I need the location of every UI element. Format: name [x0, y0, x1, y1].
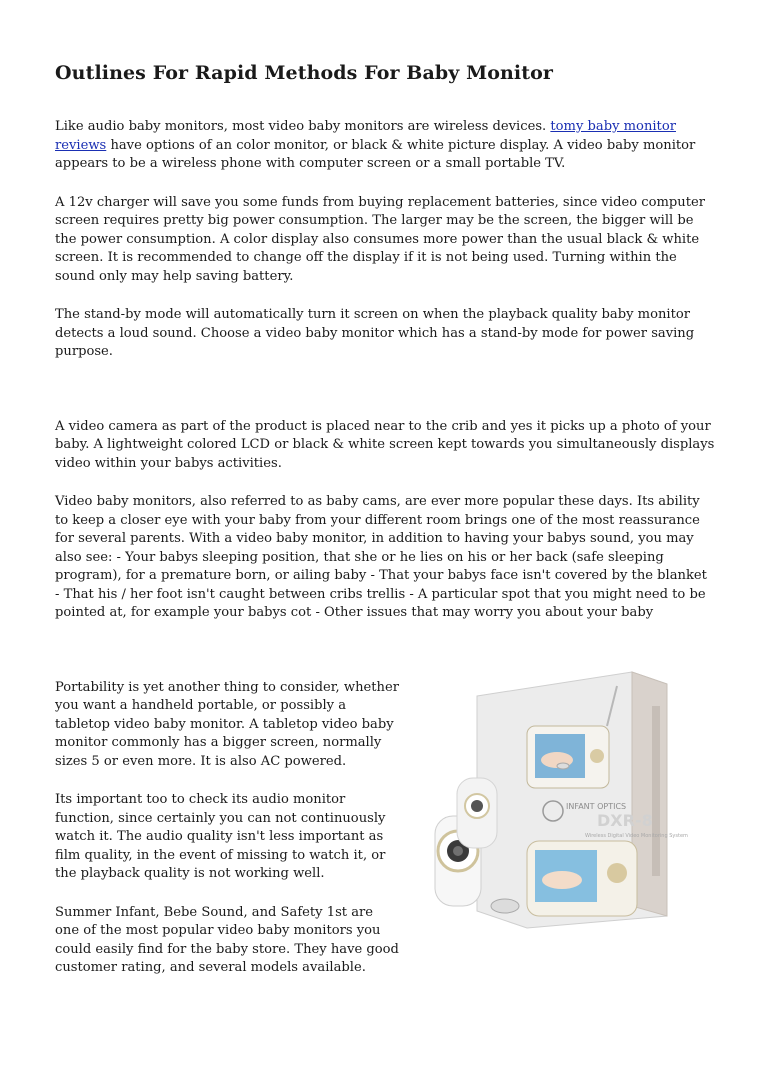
- paragraph-3: The stand-by mode will automatically turn it screen on when the playback quality baby monitor detects a loud sound. Choose a video baby monitor which has a stand-by mode for power saving purpose.: [55, 307, 695, 359]
- paragraph-6: Portability is yet another thing to consider, whether you want a handheld portable, or possibly a tabletop video baby monitor. A tabletop video baby monitor commonly has a bigger screen, normally sizes 5 or even more. It is also AC powered.: [55, 679, 399, 769]
- document-page: [55, 62, 715, 999]
- text-column: [55, 679, 400, 998]
- document-title: Outlines For Rapid Methods For Baby Monitor: [55, 62, 554, 84]
- paragraph-8: Summer Infant, Bebe Sound, and Safety 1st are one of the most popular video baby monitors you could easily find for the baby store. They have good customer rating, and several models available.: [55, 904, 399, 975]
- paragraph-2: A 12v charger will save you some funds from buying replacement batteries, since video computer screen requires pretty big power consumption. The larger may be the screen, the bigger will be the power consumption. A color display also consumes more power than the usual black & white screen. It is recommended to change off the display if it is not being used. Turning within the sound only may help saving battery.: [55, 194, 705, 284]
- brand-text: INFANT OPTICS: [566, 801, 627, 811]
- paragraph-1-text-end: have options of an color monitor, or black & white picture display. A video baby monitor appears to be a wireless phone with computer screen or a small portable TV.: [55, 137, 696, 171]
- paragraph-4: A video camera as part of the product is placed near to the crib and yes it picks up a photo of your baby. A lightweight colored LCD or black & white screen kept towards you simultaneously displays video within your babys activities.: [55, 418, 715, 471]
- paragraph-5: Video baby monitors, also referred to as baby cams, are ever more popular these days. Its ability to keep a closer eye with your baby from your different room brings one of the most reassurance for several parents. With a video baby monitor, in addition to having your babys sound, you may also see: - Your babys sleeping position, that she or he lies on his or her back (safe sleeping program), for a premature born, or ailing baby - That your babys face isn't covered by the blanket - That his / her foot isn't caught between cribs trellis - A particular spot that you might need to be pointed at, for example your babys cot - Other issues that may worry you about your baby: [55, 494, 707, 620]
- paragraph-7: Its important too to check its audio monitor function, since certainly you can not continuously watch it. The audio quality isn't less important as film quality, in the event of missing to watch it, or the playback quality is not working well.: [55, 792, 386, 881]
- spacer: [55, 382, 715, 418]
- baby-monitor-product-image: [417, 666, 692, 936]
- paragraph-1-text-start: Like audio baby monitors, most video baby monitors are wireless devices.: [55, 119, 551, 134]
- text-with-image-section: [55, 679, 715, 999]
- model-text: DXR-8: [597, 810, 653, 830]
- tomy-baby-monitor-reviews-link[interactable]: tomy baby monitor reviews: [55, 119, 676, 153]
- paragraph-1: [55, 118, 715, 174]
- box-subtitle-text: Wireless Digital Video Monitoring System: [585, 832, 688, 839]
